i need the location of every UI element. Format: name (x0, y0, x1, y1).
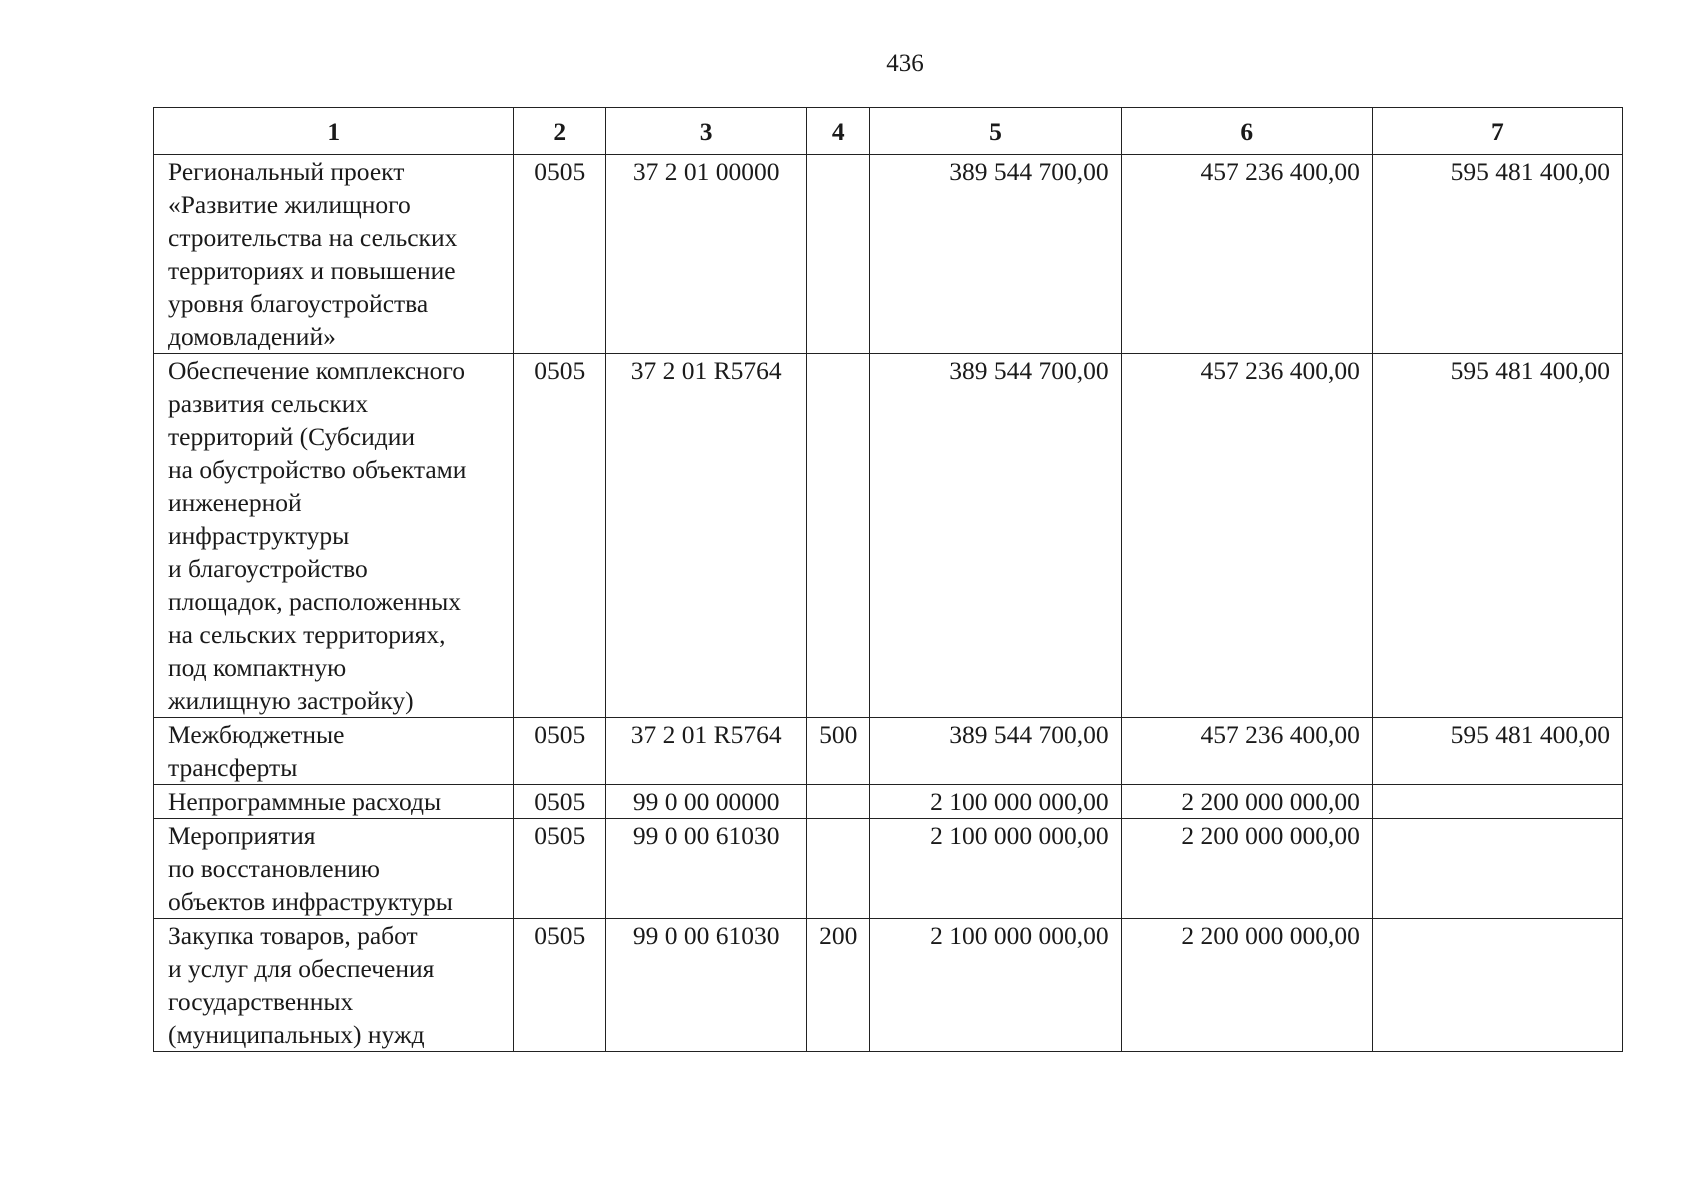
row-name: Межбюджетные трансферты (154, 718, 514, 785)
row-name: Региональный проект «Развитие жилищного строительства на сельских территориях и повышение уровня благоустройства домовладений» (154, 155, 514, 354)
row-amount-5: 2 100 000 000,00 (870, 785, 1121, 819)
row-section: 0505 (514, 785, 606, 819)
row-amount-5: 389 544 700,00 (870, 155, 1121, 354)
row-section: 0505 (514, 354, 606, 718)
row-amount-5: 2 100 000 000,00 (870, 919, 1121, 1052)
row-name: Мероприятия по восстановлению объектов инфраструктуры (154, 819, 514, 919)
budget-table (153, 107, 1623, 1052)
table-row (154, 819, 1623, 919)
row-amount-6: 2 200 000 000,00 (1121, 785, 1372, 819)
row-expense-type (807, 819, 870, 919)
row-section: 0505 (514, 919, 606, 1052)
row-expense-type (807, 155, 870, 354)
page-number: 436 (886, 50, 924, 77)
table-row (154, 718, 1623, 785)
row-amount-6: 457 236 400,00 (1121, 354, 1372, 718)
row-target-article: 37 2 01 R5764 (606, 354, 807, 718)
table-row (154, 155, 1623, 354)
row-target-article: 37 2 01 R5764 (606, 718, 807, 785)
header-col-1: 1 (154, 108, 514, 155)
row-section: 0505 (514, 718, 606, 785)
row-expense-type: 200 (807, 919, 870, 1052)
row-amount-6: 457 236 400,00 (1121, 155, 1372, 354)
row-target-article: 99 0 00 61030 (606, 819, 807, 919)
row-amount-5: 2 100 000 000,00 (870, 819, 1121, 919)
row-amount-7 (1372, 819, 1622, 919)
row-amount-6: 457 236 400,00 (1121, 718, 1372, 785)
row-amount-7 (1372, 785, 1622, 819)
row-section: 0505 (514, 155, 606, 354)
row-amount-7: 595 481 400,00 (1372, 155, 1622, 354)
row-amount-7 (1372, 919, 1622, 1052)
table-row (154, 354, 1623, 718)
table-row (154, 919, 1623, 1052)
header-col-7: 7 (1372, 108, 1622, 155)
header-col-4: 4 (807, 108, 870, 155)
row-amount-7: 595 481 400,00 (1372, 718, 1622, 785)
table-row (154, 785, 1623, 819)
header-col-2: 2 (514, 108, 606, 155)
row-section: 0505 (514, 819, 606, 919)
row-expense-type: 500 (807, 718, 870, 785)
row-target-article: 99 0 00 00000 (606, 785, 807, 819)
row-expense-type (807, 785, 870, 819)
row-amount-5: 389 544 700,00 (870, 718, 1121, 785)
row-target-article: 37 2 01 00000 (606, 155, 807, 354)
header-col-3: 3 (606, 108, 807, 155)
row-target-article: 99 0 00 61030 (606, 919, 807, 1052)
header-col-6: 6 (1121, 108, 1372, 155)
row-amount-6: 2 200 000 000,00 (1121, 919, 1372, 1052)
header-col-5: 5 (870, 108, 1121, 155)
row-name: Закупка товаров, работ и услуг для обеспечения государственных (муниципальных) нужд (154, 919, 514, 1052)
row-amount-5: 389 544 700,00 (870, 354, 1121, 718)
row-amount-6: 2 200 000 000,00 (1121, 819, 1372, 919)
row-name: Непрограммные расходы (154, 785, 514, 819)
row-name: Обеспечение комплексного развития сельских территорий (Субсидии на обустройство объектами инженерной инфраструктуры и благоустройство площадок, расположенных на сельских территориях, под компактную жилищную застройку) (154, 354, 514, 718)
row-amount-7: 595 481 400,00 (1372, 354, 1622, 718)
table-header-row (154, 108, 1623, 155)
row-expense-type (807, 354, 870, 718)
